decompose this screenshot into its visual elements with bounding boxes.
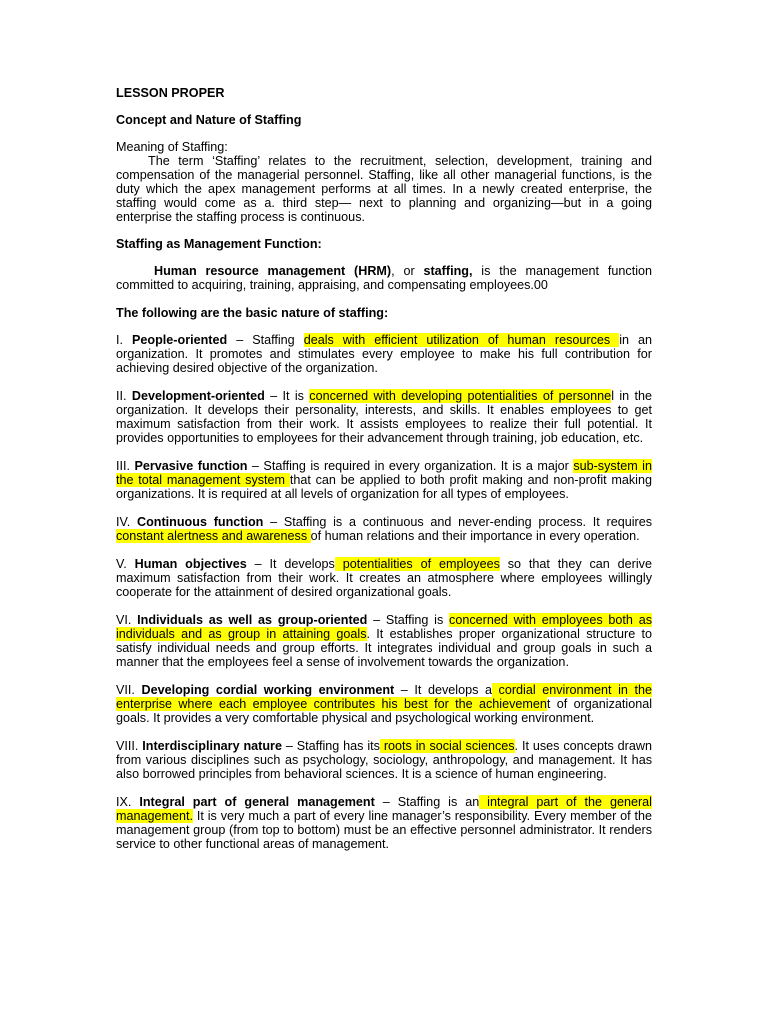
item-text: in an organization. It promotes and stimulates every employee to make his full contribution for achieving desired objective of the organization.: [116, 333, 653, 375]
nature-item-cordial-environment: [116, 683, 652, 725]
item-highlight: concerned with developing potentialities of personne: [309, 389, 612, 403]
item-title: People-oriented: [132, 333, 228, 347]
staffing-management-heading: Staffing as Management Function:: [116, 237, 322, 251]
item-number: V.: [116, 557, 135, 571]
hrm-paragraph: [116, 264, 652, 292]
item-highlight: integral part of the general management.: [116, 795, 652, 823]
nature-item-human-objectives: [116, 557, 652, 599]
item-text: t of organizational goals. It provides a very comfortable physical and psychological working environment.: [116, 697, 653, 725]
nature-item-pervasive-function: [116, 459, 652, 501]
item-highlight: roots in social sciences: [379, 739, 515, 753]
nature-item-interdisciplinary: [116, 739, 652, 781]
item-number: IV.: [116, 515, 137, 529]
item-text: l in the organization. It develops their personality, interests, and skills. It enables employees to get maximum satisfaction from their work. It assists employees to realize their full potential. It provides opportunities to employees for their advancement through training, job education, etc.: [116, 389, 652, 445]
hrm-separator: , or: [391, 264, 424, 278]
item-title: Development-oriented: [131, 389, 265, 403]
item-number: VI.: [116, 613, 138, 627]
meaning-label: Meaning of Staffing:: [116, 140, 228, 154]
item-text: so that they can derive maximum satisfaction from their work. It creates an atmosphere where employees willingly cooperate for the attainment of desired organizational goals.: [116, 557, 652, 599]
item-text: of human relations and their importance in every operation.: [310, 529, 640, 543]
item-text: – It is: [264, 389, 310, 403]
item-title: Interdisciplinary nature: [142, 739, 282, 753]
lesson-heading: LESSON PROPER: [116, 86, 225, 100]
hrm-term: Human resource management (HRM): [154, 264, 392, 278]
item-title: Human objectives: [134, 557, 247, 571]
nature-item-people-oriented: [116, 333, 652, 375]
staffing-term: staffing,: [423, 264, 473, 278]
item-text: It is very much a part of every line manager’s responsibility. Every member of the management group (from top to bottom) must be an effective personnel administrator. It renders service to other functional areas of management.: [116, 809, 652, 851]
item-text: – Staffing: [227, 333, 304, 347]
basic-nature-heading: The following are the basic nature of staffing:: [116, 306, 389, 320]
item-text: . It uses concepts drawn from various disciplines such as psychology, sociology, anthropology, and management. It has also borrowed principles from behavioral sciences. It is a science of human engineering.: [116, 739, 652, 781]
nature-item-group-oriented: [116, 613, 652, 669]
meaning-paragraph: The term ‘Staffing’ relates to the recruitment, selection, development, training and compensation of the managerial personnel. Staffing, like all other managerial functions, is the duty which the apex management performs at all times. In a newly created enterprise, the staffing would come as a. third step— next to planning and organizing—but in a going enterprise the staffing process is continuous.: [116, 154, 652, 224]
item-text: – Staffing is a continuous and never-ending process. It requires: [263, 515, 653, 529]
item-text: – Staffing is: [367, 613, 450, 627]
item-highlight: concerned with employees both as individuals and as group in attaining goals: [116, 613, 652, 641]
item-text: – Staffing has its: [281, 739, 380, 753]
item-text: – Staffing is required in every organization. It is a major: [247, 459, 574, 473]
item-title: Individuals as well as group-oriented: [137, 613, 368, 627]
item-highlight: constant alertness and awareness: [116, 529, 311, 543]
item-number: IX.: [116, 795, 140, 809]
item-number: II.: [116, 389, 132, 403]
nature-item-continuous-function: [116, 515, 652, 543]
item-highlight: deals with efficient utilization of human resources: [303, 333, 620, 347]
item-highlight: cordial environment in the enterprise where each employee contributes his best for the achievemen: [116, 683, 652, 711]
item-number: VII.: [116, 683, 142, 697]
nature-item-development-oriented: [116, 389, 652, 445]
item-highlight: potentialities of employees: [334, 557, 500, 571]
hrm-definition: is the management function committed to acquiring, training, appraising, and compensating employees.00: [116, 264, 652, 292]
nature-list: [116, 333, 652, 851]
item-text: that can be applied to both profit making and non-profit making organizations. It is required at all levels of organization for all types of employees.: [116, 473, 652, 501]
item-title: Developing cordial working environment: [141, 683, 395, 697]
item-number: III.: [116, 459, 135, 473]
item-text: – It develops: [246, 557, 335, 571]
item-title: Pervasive function: [134, 459, 248, 473]
item-text: – It develops a: [394, 683, 492, 697]
item-title: Continuous function: [137, 515, 264, 529]
item-number: I.: [116, 333, 133, 347]
item-title: Integral part of general management: [139, 795, 375, 809]
item-number: VIII.: [116, 739, 143, 753]
item-text: – Staffing is an: [374, 795, 480, 809]
item-highlight: sub-system in the total management system: [116, 459, 652, 487]
item-text: . It establishes proper organizational structure to satisfy individual needs and group efforts. It integrates individual and group goals in such a manner that the employees feel a sense of involvement towards the organization.: [116, 627, 652, 669]
concept-heading: Concept and Nature of Staffing: [116, 113, 302, 127]
nature-item-integral-part: [116, 795, 652, 851]
